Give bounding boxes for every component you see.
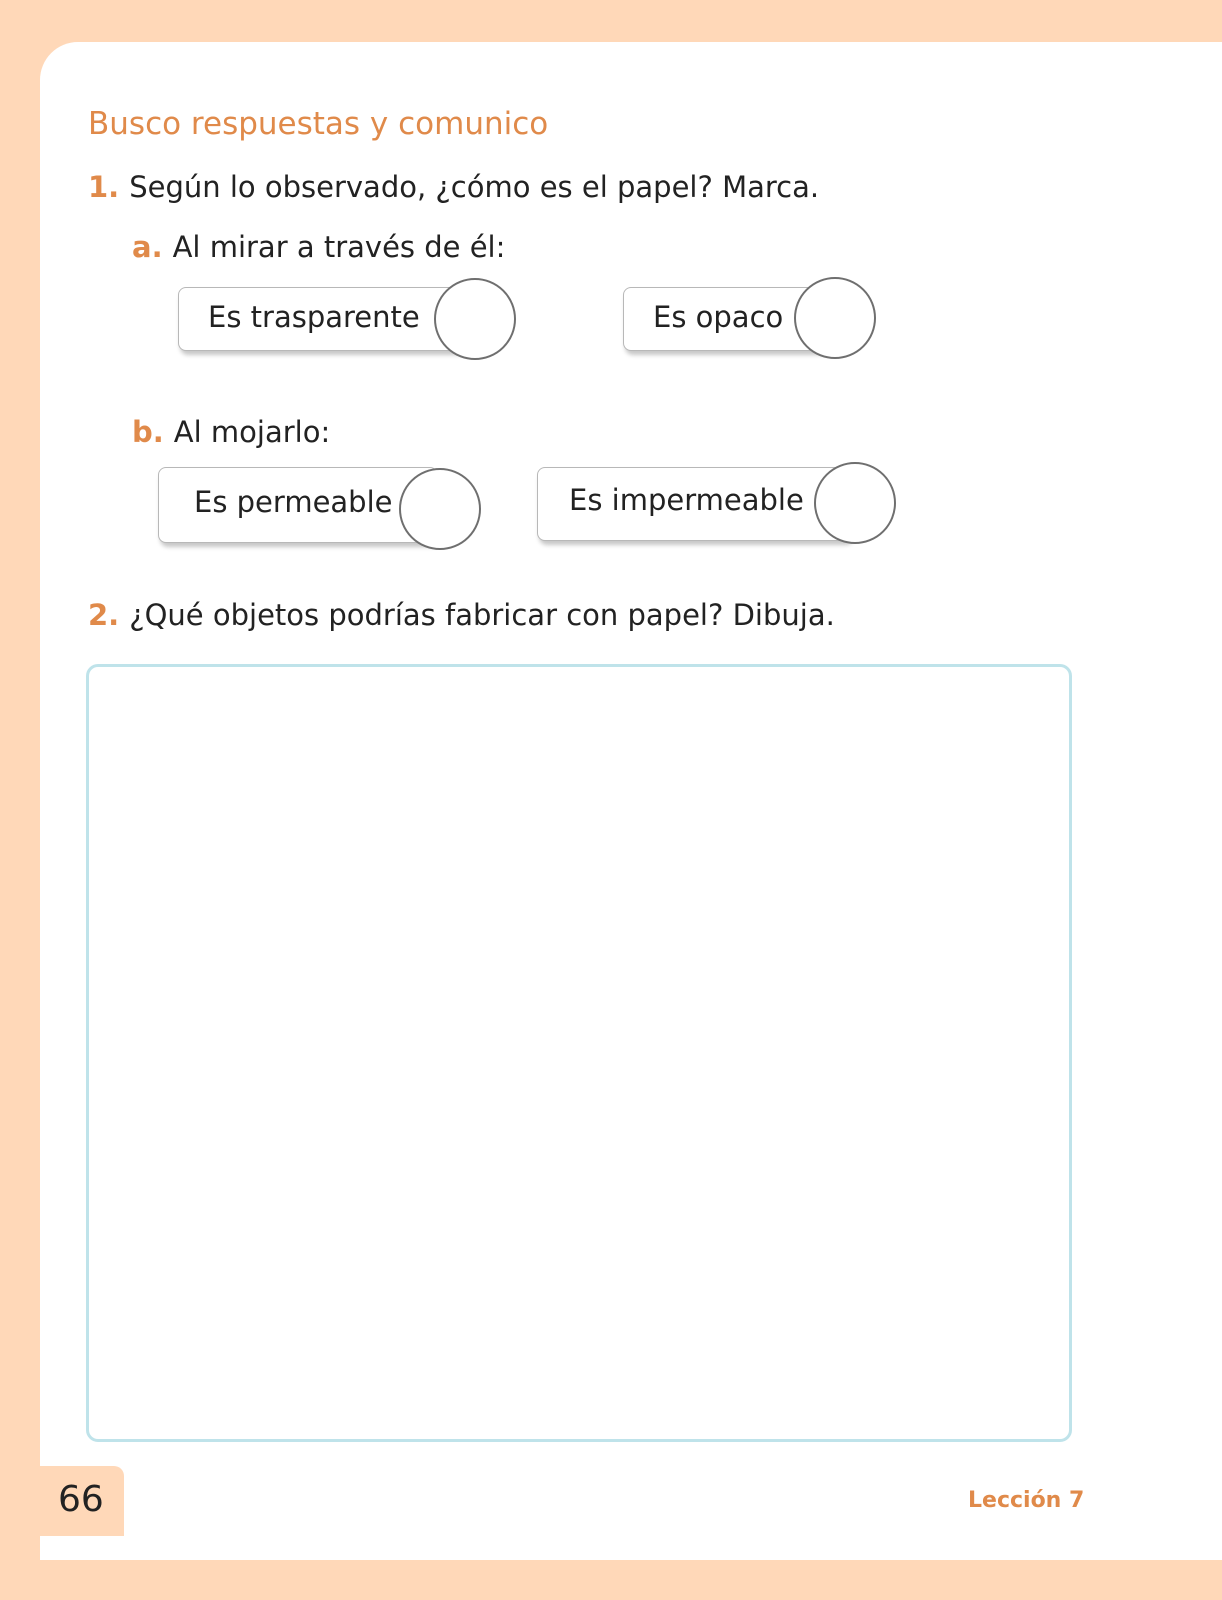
option-impermeable-checkbox[interactable] (814, 462, 896, 544)
question-2-number: 2. (88, 598, 120, 632)
page-number: 66 (58, 1479, 104, 1520)
question-2 (88, 598, 835, 632)
question-1a (132, 230, 505, 264)
section-title: Busco respuestas y comunico (88, 106, 549, 142)
question-1b-text: Al mojarlo: (173, 415, 331, 449)
question-1-number: 1. (88, 170, 120, 204)
question-1a-letter: a. (132, 230, 163, 264)
option-opaco-label: Es opaco (653, 300, 784, 334)
option-trasparente-checkbox[interactable] (434, 278, 516, 360)
question-2-text: ¿Qué objetos podrías fabricar con papel? Dibuja. (129, 598, 835, 632)
option-permeable-checkbox[interactable] (399, 468, 481, 550)
question-1 (88, 170, 819, 204)
option-impermeable-label: Es impermeable (569, 483, 804, 517)
question-1a-text: Al mirar a través de él: (172, 230, 506, 264)
question-1-text: Según lo observado, ¿cómo es el papel? Marca. (129, 170, 820, 204)
option-permeable-label: Es permeable (194, 485, 393, 519)
lesson-label: Lección 7 (968, 1488, 1085, 1513)
option-opaco-checkbox[interactable] (794, 277, 876, 359)
question-1b (132, 415, 330, 449)
drawing-area[interactable] (86, 664, 1072, 1442)
option-trasparente-label: Es trasparente (208, 300, 420, 334)
question-1b-letter: b. (132, 415, 164, 449)
